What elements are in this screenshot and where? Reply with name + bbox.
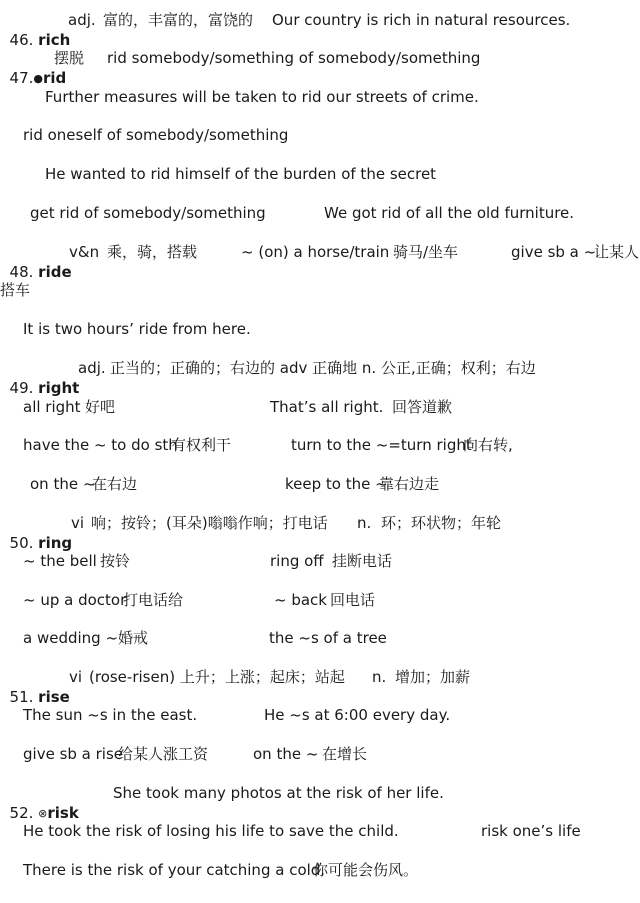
phrase-meaning: 骑马/坐车 xyxy=(393,243,459,261)
headword: ring xyxy=(38,534,73,552)
example-sentence: We got rid of all the old furniture. xyxy=(324,204,575,222)
phrase-meaning: 回电话 xyxy=(330,591,376,609)
phrase-meaning: 在增长 xyxy=(322,745,368,763)
entry-49 xyxy=(0,358,79,398)
phrase-meaning: 在右边 xyxy=(92,475,138,493)
headword: rich xyxy=(38,31,71,49)
phrase: all right xyxy=(23,398,81,416)
entry-46 xyxy=(0,10,70,50)
phrase-meaning: 挂断电话 xyxy=(332,552,393,570)
example-sentence: She took many photos at the risk of her life. xyxy=(113,784,444,802)
mark-icon: ⊗ xyxy=(38,807,48,820)
entry-number: 49. xyxy=(9,379,39,397)
phrase-meaning: 好吧 xyxy=(85,398,116,416)
bullet-icon: ● xyxy=(33,72,44,85)
chinese-meaning: 乘，骑，搭载 xyxy=(107,243,198,261)
phrase: the ~s of a tree xyxy=(269,629,387,647)
pos: vi xyxy=(71,514,85,532)
usage-pattern: rid somebody/something of somebody/something xyxy=(107,49,481,67)
phrase: ~ back xyxy=(274,591,327,609)
chinese-meaning: 环；环状物；年轮 xyxy=(381,514,502,532)
phrase: risk one’s life xyxy=(481,822,581,840)
example-sentence: He took the risk of losing his life to save the child. xyxy=(23,822,399,840)
example-sentence: He wanted to rid himself of the burden of the secret xyxy=(45,165,437,183)
phrase-meaning-continued: 搭车 xyxy=(0,281,31,299)
pos: n. xyxy=(372,668,387,686)
phrase: ~ up a doctor xyxy=(23,591,127,609)
phrase-meaning: 婚戒 xyxy=(118,629,149,647)
example-sentence: He ~s at 6:00 every day. xyxy=(264,706,451,724)
entry-number: 51. xyxy=(9,688,39,706)
phrase-meaning: 让某人 xyxy=(594,243,640,261)
headword: ride xyxy=(38,263,72,281)
usage-pattern: get rid of somebody/something xyxy=(30,204,266,222)
entry-number: 48. xyxy=(9,263,39,281)
pos: adj. xyxy=(78,359,106,377)
chinese-meaning: (rose-risen) 上升；上涨；起床；站起 xyxy=(89,668,345,686)
phrase: a wedding ~ xyxy=(23,629,119,647)
headword: rid xyxy=(43,69,67,87)
phrase-meaning: 打电话给 xyxy=(123,591,184,609)
headword: rise xyxy=(38,688,70,706)
chinese-meaning: 响；按铃；(耳朵)嗡嗡作响；打电话 xyxy=(91,514,328,532)
pos: v&n xyxy=(69,243,100,261)
example-translation: 你可能会伤风。 xyxy=(313,861,419,879)
entry-52 xyxy=(0,783,79,824)
phrase: on the ~ xyxy=(30,475,96,493)
chinese-meaning: 增加；加薪 xyxy=(395,668,471,686)
entry-number: 50. xyxy=(9,534,39,552)
phrase-meaning: 有权利干 xyxy=(171,436,232,454)
entry-50 xyxy=(0,513,72,553)
phrase-meaning: 按铃 xyxy=(100,552,131,570)
entry-48 xyxy=(0,242,72,282)
phrase: ~ (on) a horse/train xyxy=(241,243,390,261)
phrase-meaning: 向右转, xyxy=(463,436,513,454)
headword: right xyxy=(38,379,80,397)
entry-number: 46. xyxy=(9,31,39,49)
example-sentence: There is the risk of your catching a cold. xyxy=(23,861,326,879)
example-sentence: It is two hours’ ride from here. xyxy=(23,320,251,338)
phrase: on the ~ xyxy=(253,745,319,763)
phrase: give sb a ~ xyxy=(511,243,597,261)
phrase: have the ~ to do sth xyxy=(23,436,178,454)
chinese-meaning: 正当的；正确的；右边的 adv 正确地 n. 公正,正确；权利；右边 xyxy=(110,359,536,377)
phrase-meaning: 回答道歉 xyxy=(392,398,453,416)
phrase: ring off xyxy=(270,552,324,570)
example-sentence: The sun ~s in the east. xyxy=(23,706,198,724)
usage-pattern: rid oneself of somebody/something xyxy=(23,126,289,144)
entry-number: 47. xyxy=(9,69,34,87)
phrase: give sb a rise xyxy=(23,745,124,763)
phrase-meaning: 给某人涨工资 xyxy=(118,745,209,763)
entry-number: 52. xyxy=(9,804,39,822)
phrase-meaning: 靠右边走 xyxy=(379,475,440,493)
phrase: turn to the ~=turn right xyxy=(291,436,472,454)
phrase: keep to the ~ xyxy=(285,475,388,493)
pos: adj. xyxy=(68,11,96,29)
chinese-meaning: 富的，丰富的，富饶的 xyxy=(103,11,254,29)
phrase: ~ the bell xyxy=(23,552,97,570)
example-sentence: Our country is rich in natural resources. xyxy=(272,11,571,29)
phrase: That’s all right. xyxy=(270,398,384,416)
example-sentence: Further measures will be taken to rid our streets of crime. xyxy=(45,88,479,106)
pos: vi xyxy=(69,668,83,686)
entry-51 xyxy=(0,667,70,707)
pos: n. xyxy=(357,514,372,532)
chinese-meaning: 摆脱 xyxy=(54,49,85,67)
headword: risk xyxy=(47,804,79,822)
